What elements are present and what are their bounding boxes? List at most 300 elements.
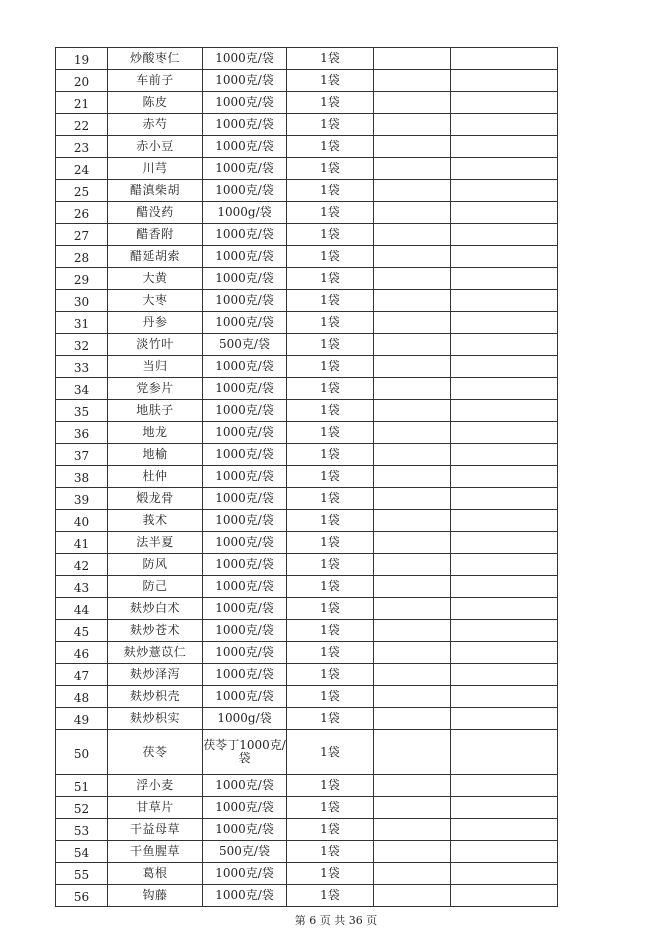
empty-cell — [451, 158, 558, 180]
empty-cell — [374, 268, 451, 290]
quantity-cell: 1袋 — [287, 841, 374, 863]
row-number-cell — [56, 863, 108, 885]
row-number-text: 42 — [73, 559, 90, 573]
empty-cell — [451, 400, 558, 422]
table-row — [56, 708, 558, 730]
empty-cell — [451, 532, 558, 554]
spec-cell: 1000克/袋 — [203, 466, 287, 488]
table-row — [56, 797, 558, 819]
quantity-cell: 1袋 — [287, 180, 374, 202]
herb-name-cell: 赤芍 — [108, 114, 203, 136]
row-number-cell — [56, 885, 108, 907]
row-number-text: 36 — [73, 427, 90, 441]
quantity-cell: 1袋 — [287, 620, 374, 642]
herb-name-cell: 大黄 — [108, 268, 203, 290]
quantity-cell: 1袋 — [287, 312, 374, 334]
empty-cell — [451, 290, 558, 312]
empty-cell — [451, 444, 558, 466]
empty-cell — [374, 158, 451, 180]
table-row — [56, 48, 558, 70]
empty-cell — [374, 246, 451, 268]
spec-cell: 1000克/袋 — [203, 488, 287, 510]
row-number-text: 47 — [73, 669, 90, 683]
row-number-text: 21 — [73, 97, 90, 111]
empty-cell — [451, 48, 558, 70]
quantity-cell: 1袋 — [287, 819, 374, 841]
spec-cell: 1000克/袋 — [203, 70, 287, 92]
row-number-cell — [56, 268, 108, 290]
quantity-cell: 1袋 — [287, 532, 374, 554]
spec-cell: 1000克/袋 — [203, 775, 287, 797]
herb-name-cell: 醋香附 — [108, 224, 203, 246]
row-number-text: 49 — [73, 713, 90, 727]
row-number-cell — [56, 576, 108, 598]
herb-name-cell: 麸炒白术 — [108, 598, 203, 620]
empty-cell — [374, 378, 451, 400]
spec-cell: 1000克/袋 — [203, 686, 287, 708]
row-number-cell — [56, 841, 108, 863]
table-row — [56, 863, 558, 885]
empty-cell — [451, 246, 558, 268]
row-number-text: 37 — [73, 449, 90, 463]
table-row — [56, 819, 558, 841]
row-number-cell — [56, 136, 108, 158]
empty-cell — [374, 312, 451, 334]
spec-cell: 1000克/袋 — [203, 598, 287, 620]
quantity-cell: 1袋 — [287, 92, 374, 114]
row-number-cell — [56, 708, 108, 730]
table-row — [56, 224, 558, 246]
spec-cell: 1000克/袋 — [203, 378, 287, 400]
empty-cell — [374, 224, 451, 246]
empty-cell — [374, 863, 451, 885]
row-number-text: 40 — [73, 515, 90, 529]
empty-cell — [374, 730, 451, 775]
row-number-cell — [56, 642, 108, 664]
spec-cell: 1000克/袋 — [203, 268, 287, 290]
table-row — [56, 444, 558, 466]
herb-name-cell: 防风 — [108, 554, 203, 576]
herb-name-cell: 陈皮 — [108, 92, 203, 114]
spec-cell: 1000克/袋 — [203, 863, 287, 885]
herb-name-cell: 醋延胡索 — [108, 246, 203, 268]
row-number-cell — [56, 114, 108, 136]
table-row — [56, 92, 558, 114]
herb-name-cell: 赤小豆 — [108, 136, 203, 158]
herb-name-cell: 甘草片 — [108, 797, 203, 819]
empty-cell — [374, 554, 451, 576]
row-number-cell — [56, 422, 108, 444]
row-number-cell — [56, 246, 108, 268]
herb-name-cell: 干鱼腥草 — [108, 841, 203, 863]
row-number-cell — [56, 664, 108, 686]
empty-cell — [374, 70, 451, 92]
row-number-text: 43 — [73, 581, 90, 595]
quantity-cell: 1袋 — [287, 290, 374, 312]
row-number-cell — [56, 686, 108, 708]
herb-name-cell: 大枣 — [108, 290, 203, 312]
empty-cell — [451, 70, 558, 92]
table-row — [56, 620, 558, 642]
row-number-text: 28 — [73, 251, 90, 265]
quantity-cell: 1袋 — [287, 114, 374, 136]
empty-cell — [451, 841, 558, 863]
quantity-cell: 1袋 — [287, 356, 374, 378]
spec-cell: 1000克/袋 — [203, 797, 287, 819]
row-number-text: 46 — [73, 647, 90, 661]
row-number-text: 30 — [73, 295, 90, 309]
quantity-cell: 1袋 — [287, 70, 374, 92]
row-number-cell — [56, 730, 108, 775]
empty-cell — [374, 510, 451, 532]
empty-cell — [374, 598, 451, 620]
herb-name-cell: 地龙 — [108, 422, 203, 444]
row-number-cell — [56, 48, 108, 70]
table-row — [56, 290, 558, 312]
page-number-footer: 第 6 页 共 36 页 — [294, 914, 378, 927]
quantity-cell: 1袋 — [287, 378, 374, 400]
empty-cell — [374, 48, 451, 70]
empty-cell — [451, 180, 558, 202]
quantity-cell: 1袋 — [287, 686, 374, 708]
herb-name-cell: 杜仲 — [108, 466, 203, 488]
herb-name-cell: 防己 — [108, 576, 203, 598]
empty-cell — [374, 797, 451, 819]
herb-name-cell: 法半夏 — [108, 532, 203, 554]
quantity-cell: 1袋 — [287, 334, 374, 356]
row-number-text: 38 — [73, 471, 90, 485]
quantity-cell: 1袋 — [287, 885, 374, 907]
empty-cell — [374, 444, 451, 466]
quantity-cell: 1袋 — [287, 708, 374, 730]
empty-cell — [374, 885, 451, 907]
row-number-cell — [56, 202, 108, 224]
empty-cell — [451, 664, 558, 686]
herb-name-cell: 醋滇柴胡 — [108, 180, 203, 202]
row-number-cell — [56, 356, 108, 378]
herb-items-table — [55, 47, 558, 907]
empty-cell — [451, 356, 558, 378]
empty-cell — [374, 620, 451, 642]
herb-name-cell: 川芎 — [108, 158, 203, 180]
row-number-text: 41 — [73, 537, 90, 551]
empty-cell — [451, 554, 558, 576]
quantity-cell: 1袋 — [287, 730, 374, 775]
spec-cell: 500克/袋 — [203, 334, 287, 356]
quantity-cell: 1袋 — [287, 444, 374, 466]
empty-cell — [374, 92, 451, 114]
herb-name-cell: 当归 — [108, 356, 203, 378]
table-row — [56, 136, 558, 158]
row-number-text: 33 — [73, 361, 90, 375]
spec-cell: 1000克/袋 — [203, 620, 287, 642]
row-number-text: 35 — [73, 405, 90, 419]
quantity-cell: 1袋 — [287, 48, 374, 70]
quantity-cell: 1袋 — [287, 576, 374, 598]
row-number-text: 31 — [73, 317, 90, 331]
empty-cell — [451, 730, 558, 775]
empty-cell — [374, 334, 451, 356]
herb-name-cell: 麸炒苍术 — [108, 620, 203, 642]
table-row — [56, 775, 558, 797]
table-row — [56, 488, 558, 510]
row-number-cell — [56, 532, 108, 554]
row-number-text: 25 — [73, 185, 90, 199]
table-row — [56, 70, 558, 92]
row-number-cell — [56, 819, 108, 841]
empty-cell — [451, 642, 558, 664]
quantity-cell: 1袋 — [287, 642, 374, 664]
empty-cell — [374, 356, 451, 378]
herb-name-cell: 麸炒枳壳 — [108, 686, 203, 708]
quantity-cell: 1袋 — [287, 797, 374, 819]
table-row — [56, 114, 558, 136]
row-number-text: 29 — [73, 273, 90, 287]
empty-cell — [451, 819, 558, 841]
empty-cell — [374, 841, 451, 863]
empty-cell — [451, 422, 558, 444]
quantity-cell: 1袋 — [287, 863, 374, 885]
row-number-cell — [56, 466, 108, 488]
quantity-cell: 1袋 — [287, 775, 374, 797]
spec-cell: 1000克/袋 — [203, 664, 287, 686]
spec-cell: 1000克/袋 — [203, 400, 287, 422]
herb-name-cell: 葛根 — [108, 863, 203, 885]
quantity-cell: 1袋 — [287, 598, 374, 620]
herb-name-cell: 煅龙骨 — [108, 488, 203, 510]
spec-cell: 1000克/袋 — [203, 180, 287, 202]
herb-name-cell: 炒酸枣仁 — [108, 48, 203, 70]
table-row — [56, 554, 558, 576]
row-number-text: 54 — [73, 846, 90, 860]
table-row — [56, 180, 558, 202]
spec-cell: 1000克/袋 — [203, 510, 287, 532]
row-number-text: 51 — [73, 780, 90, 794]
empty-cell — [451, 268, 558, 290]
quantity-cell: 1袋 — [287, 246, 374, 268]
quantity-cell: 1袋 — [287, 488, 374, 510]
spec-cell: 1000克/袋 — [203, 819, 287, 841]
row-number-text: 53 — [73, 824, 90, 838]
spec-cell: 1000克/袋 — [203, 114, 287, 136]
empty-cell — [374, 202, 451, 224]
row-number-cell — [56, 554, 108, 576]
empty-cell — [374, 576, 451, 598]
row-number-text: 50 — [73, 746, 90, 761]
empty-cell — [451, 114, 558, 136]
empty-cell — [374, 114, 451, 136]
empty-cell — [374, 400, 451, 422]
empty-cell — [374, 136, 451, 158]
empty-cell — [451, 510, 558, 532]
spec-cell: 茯苓丁1000克/袋 — [203, 730, 287, 775]
row-number-cell — [56, 92, 108, 114]
empty-cell — [374, 290, 451, 312]
herb-name-cell: 车前子 — [108, 70, 203, 92]
empty-cell — [374, 775, 451, 797]
quantity-cell: 1袋 — [287, 202, 374, 224]
empty-cell — [451, 686, 558, 708]
row-number-cell — [56, 158, 108, 180]
herb-name-cell: 麸炒泽泻 — [108, 664, 203, 686]
row-number-cell — [56, 70, 108, 92]
spec-cell: 1000克/袋 — [203, 642, 287, 664]
empty-cell — [451, 466, 558, 488]
spec-cell: 1000克/袋 — [203, 48, 287, 70]
table-row — [56, 885, 558, 907]
row-number-cell — [56, 598, 108, 620]
empty-cell — [374, 466, 451, 488]
empty-cell — [451, 202, 558, 224]
row-number-text: 44 — [73, 603, 90, 617]
spec-cell: 1000克/袋 — [203, 532, 287, 554]
spec-cell: 1000克/袋 — [203, 576, 287, 598]
row-number-text: 23 — [73, 141, 90, 155]
table-row — [56, 730, 558, 775]
quantity-cell: 1袋 — [287, 422, 374, 444]
spec-cell: 1000克/袋 — [203, 885, 287, 907]
table-row — [56, 598, 558, 620]
table-row — [56, 312, 558, 334]
row-number-text: 26 — [73, 207, 90, 221]
empty-cell — [374, 422, 451, 444]
table-row — [56, 246, 558, 268]
table-row — [56, 466, 558, 488]
spec-cell: 1000克/袋 — [203, 554, 287, 576]
spec-cell: 1000克/袋 — [203, 92, 287, 114]
empty-cell — [451, 598, 558, 620]
herb-name-cell: 麸炒薏苡仁 — [108, 642, 203, 664]
herb-name-cell: 地榆 — [108, 444, 203, 466]
row-number-cell — [56, 290, 108, 312]
table-body — [56, 48, 558, 907]
herb-name-cell: 茯苓 — [108, 730, 203, 775]
empty-cell — [374, 708, 451, 730]
empty-cell — [451, 775, 558, 797]
row-number-text: 27 — [73, 229, 90, 243]
empty-cell — [374, 180, 451, 202]
herb-name-cell: 淡竹叶 — [108, 334, 203, 356]
quantity-cell: 1袋 — [287, 400, 374, 422]
herb-name-cell: 麸炒枳实 — [108, 708, 203, 730]
empty-cell — [451, 620, 558, 642]
row-number-cell — [56, 444, 108, 466]
row-number-text: 52 — [73, 802, 90, 816]
empty-cell — [374, 488, 451, 510]
spec-cell: 500克/袋 — [203, 841, 287, 863]
spec-cell: 1000g/袋 — [203, 202, 287, 224]
quantity-cell: 1袋 — [287, 136, 374, 158]
table-row — [56, 356, 558, 378]
empty-cell — [374, 532, 451, 554]
row-number-cell — [56, 180, 108, 202]
herb-name-cell: 丹参 — [108, 312, 203, 334]
empty-cell — [451, 334, 558, 356]
quantity-cell: 1袋 — [287, 158, 374, 180]
empty-cell — [451, 885, 558, 907]
herb-name-cell: 钩藤 — [108, 885, 203, 907]
quantity-cell: 1袋 — [287, 224, 374, 246]
empty-cell — [451, 708, 558, 730]
spec-cell: 1000g/袋 — [203, 708, 287, 730]
table-row — [56, 400, 558, 422]
empty-cell — [451, 378, 558, 400]
quantity-cell: 1袋 — [287, 268, 374, 290]
row-number-text: 19 — [73, 53, 90, 67]
empty-cell — [451, 224, 558, 246]
row-number-cell — [56, 775, 108, 797]
empty-cell — [451, 92, 558, 114]
quantity-cell: 1袋 — [287, 664, 374, 686]
row-number-text: 34 — [73, 383, 90, 397]
table-row — [56, 202, 558, 224]
row-number-cell — [56, 334, 108, 356]
spec-cell: 1000克/袋 — [203, 290, 287, 312]
table-row — [56, 158, 558, 180]
spec-cell: 1000克/袋 — [203, 444, 287, 466]
table-row — [56, 378, 558, 400]
empty-cell — [451, 576, 558, 598]
table-row — [56, 510, 558, 532]
table-row — [56, 334, 558, 356]
table-row — [56, 532, 558, 554]
empty-cell — [374, 819, 451, 841]
row-number-text: 22 — [73, 119, 90, 133]
table-row — [56, 422, 558, 444]
row-number-text: 45 — [73, 625, 90, 639]
table-row — [56, 664, 558, 686]
spec-cell: 1000克/袋 — [203, 422, 287, 444]
empty-cell — [451, 797, 558, 819]
row-number-cell — [56, 400, 108, 422]
table-row — [56, 268, 558, 290]
row-number-text: 39 — [73, 493, 90, 507]
row-number-cell — [56, 224, 108, 246]
row-number-text: 48 — [73, 691, 90, 705]
row-number-text: 55 — [73, 868, 90, 882]
row-number-text: 20 — [73, 75, 90, 89]
row-number-cell — [56, 488, 108, 510]
herb-name-cell: 醋没药 — [108, 202, 203, 224]
empty-cell — [374, 686, 451, 708]
empty-cell — [374, 642, 451, 664]
table-row — [56, 642, 558, 664]
row-number-text: 24 — [73, 163, 90, 177]
empty-cell — [451, 863, 558, 885]
spec-cell: 1000克/袋 — [203, 312, 287, 334]
spec-cell: 1000克/袋 — [203, 136, 287, 158]
empty-cell — [374, 664, 451, 686]
row-number-cell — [56, 620, 108, 642]
row-number-cell — [56, 797, 108, 819]
row-number-text: 32 — [73, 339, 90, 353]
herb-name-cell: 浮小麦 — [108, 775, 203, 797]
row-number-cell — [56, 510, 108, 532]
spec-cell: 1000克/袋 — [203, 158, 287, 180]
quantity-cell: 1袋 — [287, 466, 374, 488]
empty-cell — [451, 312, 558, 334]
spec-cell: 1000克/袋 — [203, 224, 287, 246]
empty-cell — [451, 136, 558, 158]
row-number-cell — [56, 378, 108, 400]
herb-name-cell: 干益母草 — [108, 819, 203, 841]
row-number-text: 56 — [73, 890, 90, 904]
table-row — [56, 686, 558, 708]
spec-cell: 1000克/袋 — [203, 356, 287, 378]
row-number-cell — [56, 312, 108, 334]
table-row — [56, 576, 558, 598]
spec-cell: 1000克/袋 — [203, 246, 287, 268]
